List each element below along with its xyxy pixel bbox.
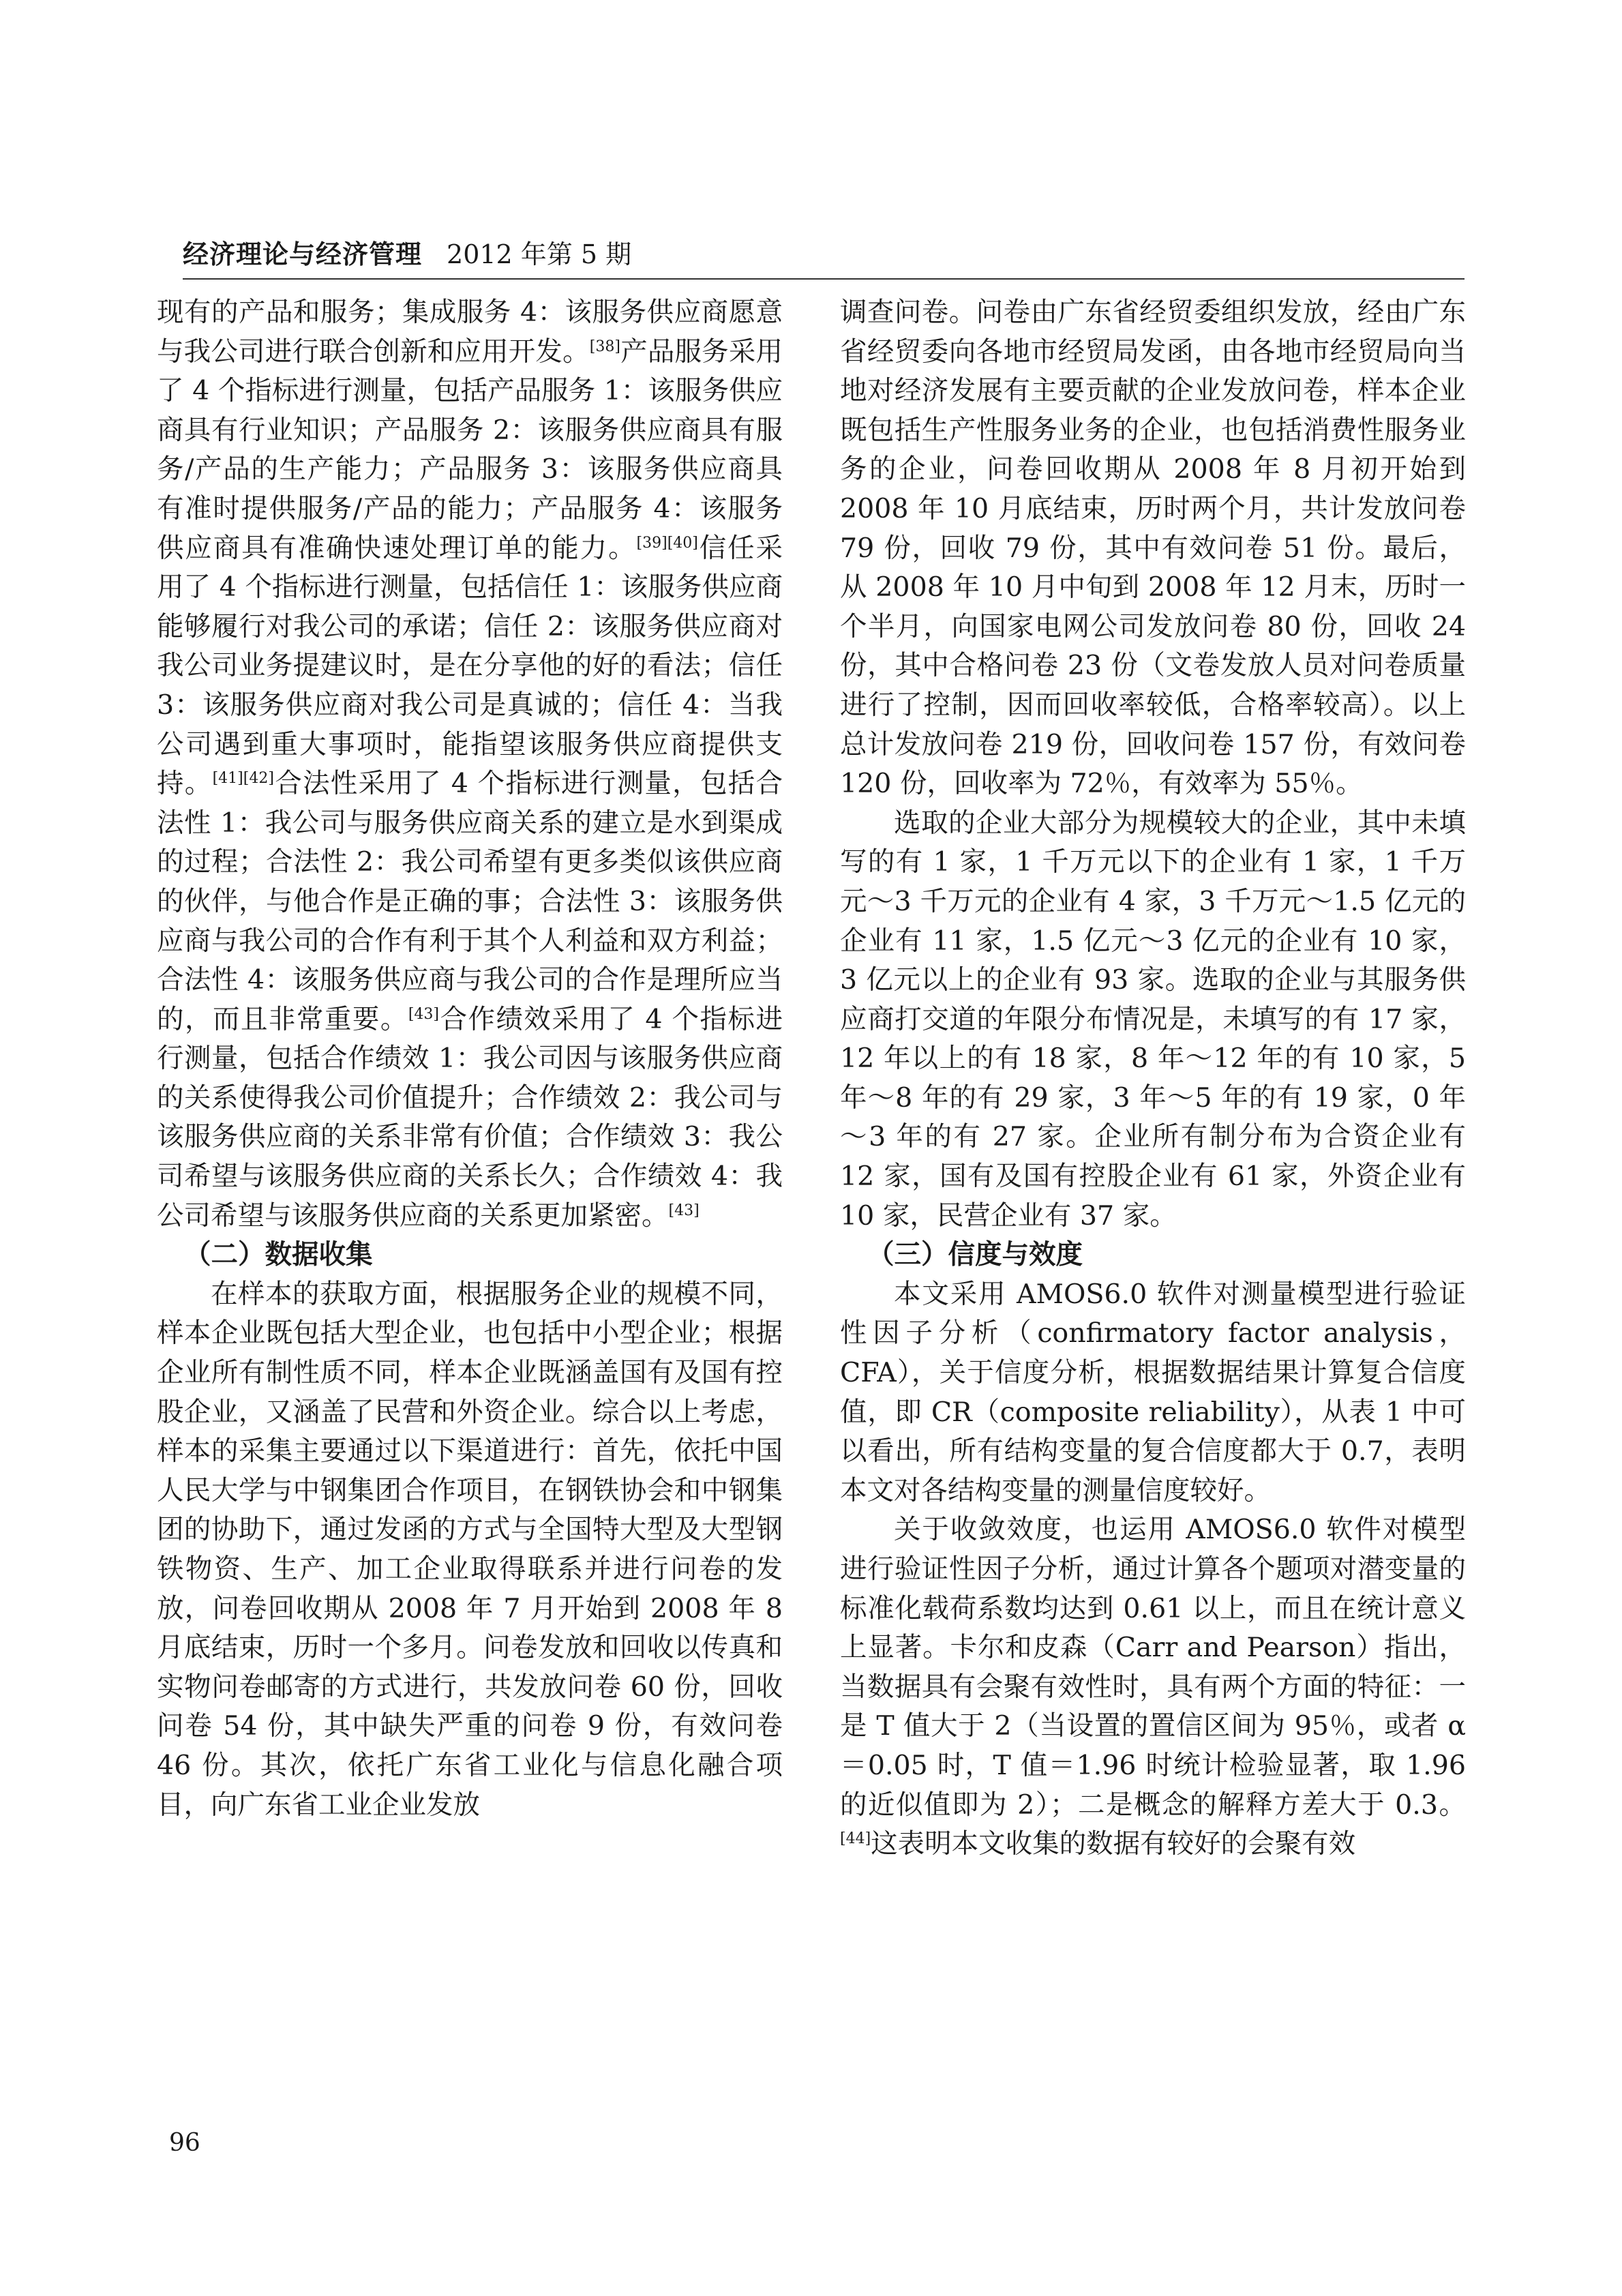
- paragraph: 选取的企业大部分为规模较大的企业，其中未填写的有 1 家，1 千万元以下的企业有 1 家，1 千万元～3 千万元的企业有 4 家，3 千万元～1.5 亿元的企业有 11 家，1.5 亿元～3 亿元的企业有 10 家，3 亿元以上的企业有 93 家。选取的企业与其服务供应商打交道的年限分布情况是，未填写的有 17 家，12 年以上的有 18 家，8 年～12 年的有 10 家，5 年～8 年的有 29 家，3 年～5 年的有 19 家，0 年～3 年的有 27 家。企业所有制分布为合资企业有 12 家，国有及国有控股企业有 61 家，外资企业有 10 家，民营企业有 37 家。: [840, 807, 1466, 1232]
- page-number: 96: [169, 2129, 200, 2157]
- right-column: [840, 293, 1466, 1864]
- section-heading: （三）信度与效度: [867, 1239, 1083, 1271]
- issue-label: 2012 年第 5 期: [447, 239, 632, 269]
- citation: [41][42]: [212, 770, 274, 788]
- running-header: [183, 230, 1465, 280]
- citation: [43]: [408, 1005, 439, 1023]
- citation: [38]: [589, 338, 620, 355]
- citation: [44]: [840, 1830, 871, 1848]
- citation: [39][40]: [636, 534, 698, 552]
- paragraph: 调查问卷。问卷由广东省经贸委组织发放，经由广东省经贸委向各地市经贸局发函，由各地市经贸局向当地对经济发展有主要贡献的企业发放问卷，样本企业既包括生产性服务业务的企业，也包括消费性服务业务的企业，问卷回收期从 2008 年 8 月初开始到 2008 年 10 月底结束，历时两个月，共计发放问卷 79 份，回收 79 份，其中有效问卷 51 份。最后，从 2008 年 10 月中旬到 2008 年 12 月末，历时一个半月，向国家电网公司发放问卷 80 份，回收 24 份，其中合格问卷 23 份（文卷发放人员对问卷质量进行了控制，因而回收率较低，合格率较高）。以上总计发放问卷 219 份，回收问卷 157 份，有效问卷 120 份，回收率为 72％，有效率为 55％。: [840, 297, 1466, 800]
- paragraph: 关于收敛效度，也运用 AMOS6.0 软件对模型进行验证性因子分析，通过计算各个题项对潜变量的标准化载荷系数均达到 0.61 以上，而且在统计意义上显著。卡尔和皮森（Carr and Pearson）指出，当数据具有会聚有效性时，具有两个方面的特征：一是 T 值大于 2（当设置的置信区间为 95％，或者 α＝0.05 时，T 值＝1.96 时统计检验显著，取 1.96 的近似值即为 2）；二是概念的解释方差大于 0.3。[44]这表明本文收集的数据有较好的会聚有效: [840, 1514, 1466, 1860]
- citation: [43]: [668, 1202, 700, 1219]
- paragraph: 本文采用 AMOS6.0 软件对测量模型进行验证性因子分析（confirmatory factor analysis，CFA），关于信度分析，根据数据结果计算复合信度值，即 CR（composite reliability），从表 1 中可以看出，所有结构变量的复合信度都大于 0.7，表明本文对各结构变量的测量信度较好。: [840, 1278, 1466, 1506]
- paragraph: 现有的产品和服务；集成服务 4：该服务供应商愿意与我公司进行联合创新和应用开发。[38]产品服务采用了 4 个指标进行测量，包括产品服务 1：该服务供应商具有行业知识；产品服务 2：该服务供应商具有服务/产品的生产能力；产品服务 3：该服务供应商具有准时提供服务/产品的能力；产品服务 4：该服务供应商具有准确快速处理订单的能力。[39][40]信任采用了 4 个指标进行测量，包括信任 1：该服务供应商能够履行对我公司的承诺；信任 2：该服务供应商对我公司业务提建议时，是在分享他的好的看法；信任 3：该服务供应商对我公司是真诚的；信任 4：当我公司遇到重大事项时，能指望该服务供应商提供支持。[41][42]合法性采用了 4 个指标进行测量，包括合法性 1：我公司与服务供应商关系的建立是水到渠成的过程；合法性 2：我公司希望有更多类似该供应商的伙伴，与他合作是正确的事；合法性 3：该服务供应商与我公司的合作有利于其个人利益和双方利益；合法性 4：该服务供应商与我公司的合作是理所应当的，而且非常重要。[43]合作绩效采用了 4 个指标进行测量，包括合作绩效 1：我公司因与该服务供应商的关系使得我公司价值提升；合作绩效 2：我公司与该服务供应商的关系非常有价值；合作绩效 3：我公司希望与该服务供应商的关系长久；合作绩效 4：我公司希望与该服务供应商的关系更加紧密。[43]: [157, 297, 783, 1232]
- journal-title: 经济理论与经济管理: [183, 239, 423, 269]
- paragraph: 在样本的获取方面，根据服务企业的规模不同，样本企业既包括大型企业，也包括中小型企业；根据企业所有制性质不同，样本企业既涵盖国有及国有控股企业，又涵盖了民营和外资企业。综合以上考虑，样本的采集主要通过以下渠道进行：首先，依托中国人民大学与中钢集团合作项目，在钢铁协会和中钢集团的协助下，通过发函的方式与全国特大型及大型钢铁物资、生产、加工企业取得联系并进行问卷的发放，问卷回收期从 2008 年 7 月开始到 2008 年 8 月底结束，历时一个多月。问卷发放和回收以传真和实物问卷邮寄的方式进行，共发放问卷 60 份，回收问卷 54 份，其中缺失严重的问卷 9 份，有效问卷 46 份。其次，依托广东省工业化与信息化融合项目，向广东省工业企业发放: [157, 1278, 783, 1821]
- left-column: [157, 293, 783, 1825]
- section-heading: （二）数据收集: [184, 1239, 373, 1271]
